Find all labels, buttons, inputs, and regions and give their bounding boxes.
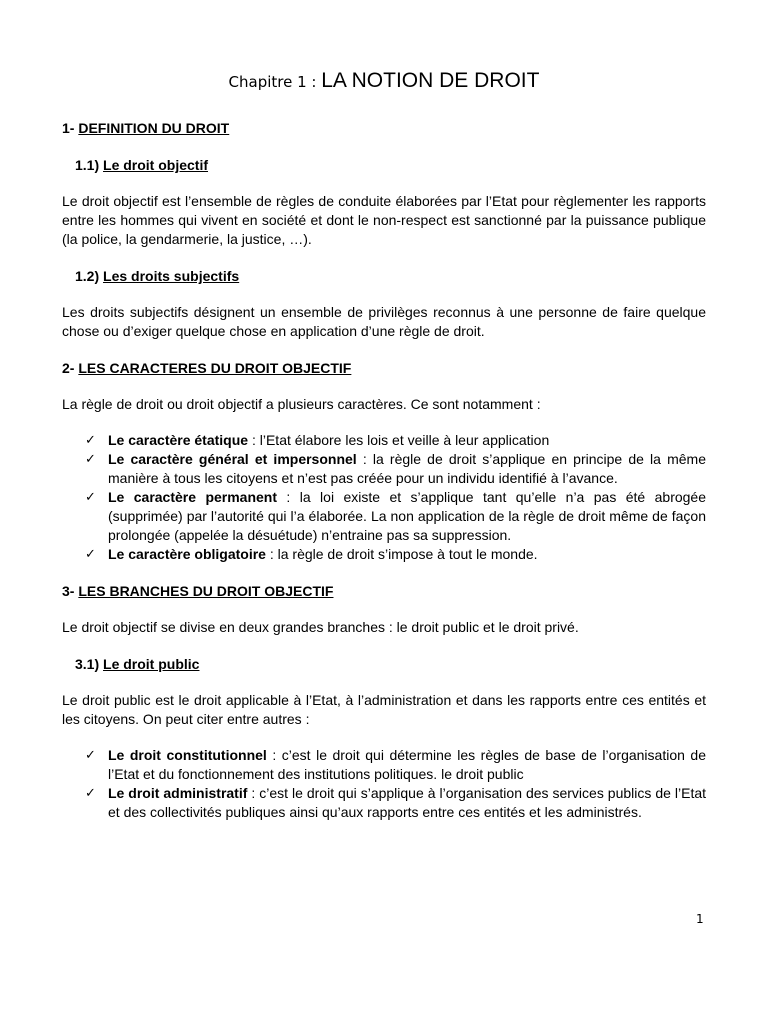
page-number: 1 [696,912,704,926]
caracteres-list [62,431,706,564]
section-title: DEFINITION DU DROIT [78,120,230,136]
item-text: : c’est le droit qui s’applique à l’organisation des services publics de l’Etat et des collectivités publiques ainsi qu’aux rapports entre ces entités et les administrés. [108,785,707,820]
list-item [85,450,706,488]
subsection-title: Le droit objectif [103,157,209,173]
checkmark-icon: ✓ [85,452,96,467]
section-title: LES CARACTERES DU DROIT OBJECTIF [78,360,352,376]
droit-public-list [62,746,706,822]
subsection-3-1-heading [75,654,706,674]
checkmark-icon: ✓ [85,748,96,763]
section-2-heading [62,358,706,378]
droit-objectif-paragraph: Le droit objectif est l’ensemble de règles de conduite élaborées par l’Etat pour règlementer les rapports entre les hommes qui vivent en société et dont le non-respect est sanctionné par la puissance publique (la police, la gendarmerie, la justice, …). [62,193,706,247]
list-item [85,746,706,784]
subsection-number: 1.2) [75,268,104,284]
subsection-1-1-heading [75,155,706,175]
item-text: : l’Etat élabore les lois et veille à leur application [248,432,550,448]
section-number: 2- [62,360,79,376]
subsection-1-2-heading [75,266,706,286]
checkmark-icon: ✓ [85,490,96,505]
item-term: Le caractère général et impersonnel [108,451,357,467]
item-term: Le caractère permanent [108,489,278,505]
item-term: Le droit constitutionnel [108,747,267,763]
list-item [85,488,706,545]
checkmark-icon: ✓ [85,547,96,562]
checkmark-icon: ✓ [85,786,96,801]
branches-intro-paragraph: Le droit objectif se divise en deux grandes branches : le droit public et le droit privé. [62,619,579,635]
item-term: Le caractère étatique [108,432,249,448]
section-title: LES BRANCHES DU DROIT OBJECTIF [78,583,334,599]
subsection-number: 1.1) [75,157,104,173]
droit-public-paragraph: Le droit public est le droit applicable à l’Etat, à l’administration et dans les rapports entre ces entités et les citoyens. On peut citer entre autres : [62,692,706,727]
list-item [85,431,706,450]
item-term: Le droit administratif [108,785,248,801]
subsection-title: Les droits subjectifs [103,268,240,284]
section-number: 3- [62,583,79,599]
item-term: Le caractère obligatoire [108,546,266,562]
chapter-title: LA NOTION DE DROIT [321,69,540,92]
list-item [85,784,707,822]
item-text: : la règle de droit s’applique en principe de la même manière à tous les citoyens et n’est pas créée pour un individu identifié à l’avance. [108,451,706,486]
item-text: : c’est le droit qui détermine les règles de base de l’organisation de l’Etat et du fonctionnement des institutions politiques. le droit public [108,747,706,782]
checkmark-icon: ✓ [85,433,96,448]
item-text: : la loi existe et s’applique tant qu’elle n’a pas été abrogée (supprimée) par l’autorité qui l’a élaborée. La non application de la règle de droit même de façon prolongée (appelée la désuétude) n’entraine pas sa suppression. [108,489,706,543]
droits-subjectifs-paragraph: Les droits subjectifs désignent un ensemble de privilèges reconnus à une personne de faire quelque chose ou d’exiger quelque chose en application d’une règle de droit. [62,304,706,339]
item-text: : la règle de droit s’impose à tout le monde. [265,546,538,562]
section-number: 1- [62,120,79,136]
section-3-heading [62,581,706,601]
caracteres-intro-paragraph: La règle de droit ou droit objectif a plusieurs caractères. Ce sont notamment : [62,396,541,412]
section-1-heading [62,118,706,138]
list-item [85,545,706,564]
page-title [62,62,706,96]
subsection-title: Le droit public [103,656,200,672]
subsection-number: 3.1) [75,656,104,672]
chapter-prefix: Chapitre 1 : [228,73,322,91]
